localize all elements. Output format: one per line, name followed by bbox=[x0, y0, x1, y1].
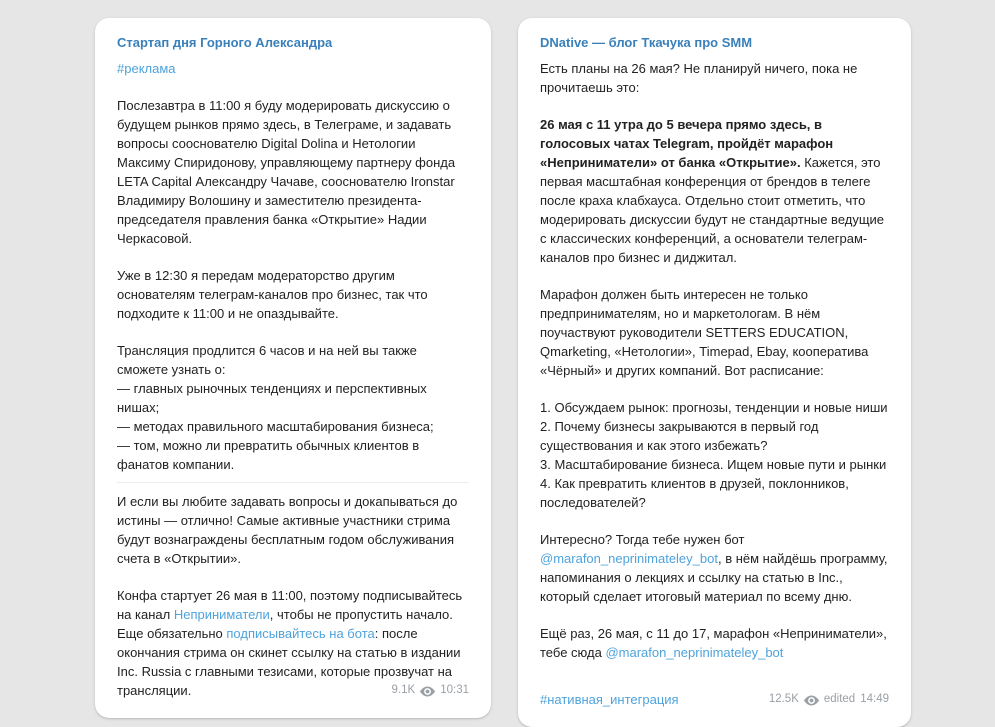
channel-title[interactable]: DNative — блог Ткачука про SMM bbox=[540, 35, 753, 50]
text-segment: , в нём найдёшь программу, напоминания о лекциях и ссылку на статью в Inc., который сделает итоговый материал по всему дню. bbox=[540, 551, 888, 604]
inline-link[interactable]: подписывайтесь на бота bbox=[226, 626, 375, 641]
paragraph bbox=[117, 96, 469, 248]
text-segment: Уже в 12:30 я передам модераторство другим основателям телеграм-каналов про бизнес, так что подходите к 11:00 и не опаздывайте. bbox=[117, 268, 428, 321]
eye-icon bbox=[420, 685, 435, 696]
text-segment: Кажется, это первая масштабная конференция от брендов в телеге после краха клабхауса. Отдельно стоит отметить, что модерировать дискуссии будут не стандартные ведущие с классических конференций, а основатели телеграм-каналов про бизнес и диджитал. bbox=[540, 155, 885, 265]
paragraph bbox=[117, 341, 469, 474]
text-segment: 1. Обсуждаем рынок: прогнозы, тенденции и новые ниши 2. Почему бизнесы закрываются в первый год существования и как этого избежать? 3. Масштабирование бизнеса. Ищем новые пути и рынки 4. Как превратить клиентов в друзей, поклонников, последователей? bbox=[540, 400, 888, 510]
views-count: 9.1K bbox=[391, 684, 416, 696]
text-segment: Ещё раз, 26 мая, с 11 до 17, марафон «Неприниматели», тебе сюда bbox=[540, 626, 887, 660]
message-meta bbox=[769, 690, 889, 709]
text-segment: И если вы любите задавать вопросы и докапываться до истины — отлично! Самые активные участники стрима будут вознаграждены бесплатным годом обслуживания счета в «Открытии». bbox=[117, 494, 458, 566]
message-meta bbox=[392, 681, 469, 700]
message-time: 14:49 bbox=[860, 693, 889, 705]
inline-link[interactable]: @marafon_neprinimateley_bot bbox=[540, 551, 718, 566]
paragraph bbox=[540, 398, 889, 512]
paragraph bbox=[540, 115, 889, 267]
paragraph bbox=[540, 59, 889, 97]
paragraph bbox=[540, 530, 889, 606]
message-body bbox=[117, 59, 469, 700]
paragraph-divider bbox=[117, 482, 469, 483]
inline-link[interactable]: #реклама bbox=[117, 61, 176, 76]
paragraph bbox=[117, 492, 469, 568]
text-segment: Марафон должен быть интересен не только предпринимателям, но и маркетологам. В нём поучаствуют руководители SETTERS EDUCATION, Qmarketing, «Нетологии», Timepad, Ebay, кооператива «Чёрный» и других компаний. Вот расписание: bbox=[540, 287, 869, 378]
inline-link[interactable]: @marafon_neprinimateley_bot bbox=[605, 645, 784, 660]
text-segment: Послезавтра в 11:00 я буду модерировать дискуссию о будущем рынков прямо здесь, в Телеграме, и задавать вопросы сооснователю Digital Dolina и Нетологии Максиму Спиридонову, управляющему партнеру фонда LETA Capital Александру Чачаве, сооснователю Ironstar Владимиру Волошину и заместителю президента-председателя правления банка «Открытие» Надии Черкасовой. bbox=[117, 98, 456, 246]
inline-link[interactable]: Неприниматели bbox=[173, 607, 270, 622]
edited-label: edited bbox=[823, 693, 856, 705]
hashtag-link[interactable]: #нативная_интеграция bbox=[540, 692, 679, 707]
message-body bbox=[540, 59, 889, 662]
text-segment: Есть планы на 26 мая? Не планируй ничего, пока не прочитаешь это: bbox=[540, 61, 858, 95]
text-segment: Конфа стартует 26 мая в 11:00, поэтому подписывайтесь на канал bbox=[117, 588, 463, 622]
telegram-post-card-dnative bbox=[518, 18, 911, 727]
text-segment: , чтобы не пропустить начало. Еще обязательно bbox=[117, 607, 453, 641]
telegram-post-card-startup-dnya bbox=[95, 18, 491, 718]
paragraph bbox=[117, 59, 469, 78]
message-time: 10:31 bbox=[440, 684, 469, 696]
paragraph bbox=[540, 624, 889, 662]
channel-title[interactable]: Стартап дня Горного Александра bbox=[117, 35, 333, 50]
text-segment: Трансляция продлится 6 часов и на ней вы также сможете узнать о: — главных рыночных тенденциях и перспективных нишах; — методах правильного масштабирования бизнеса; — том, можно ли превратить обычных клиентов в фанатов компании. bbox=[117, 343, 434, 472]
text-segment: Интересно? Тогда тебе нужен бот bbox=[540, 532, 745, 547]
text-segment: 26 мая с 11 утра до 5 вечера прямо здесь, в голосовых чатах Telegram, пройдёт марафон «Неприниматели» от банка «Открытие». bbox=[540, 117, 834, 170]
text-segment: : после окончания стрима он скинет ссылку на статью в издании Inc. Russia с главными тезисами, которые прозвучат на трансляции. bbox=[117, 626, 461, 698]
message-footer-row bbox=[540, 690, 889, 709]
paragraph bbox=[117, 266, 469, 323]
paragraph bbox=[540, 285, 889, 380]
eye-icon bbox=[804, 694, 819, 705]
views-count: 12.5K bbox=[768, 693, 799, 705]
